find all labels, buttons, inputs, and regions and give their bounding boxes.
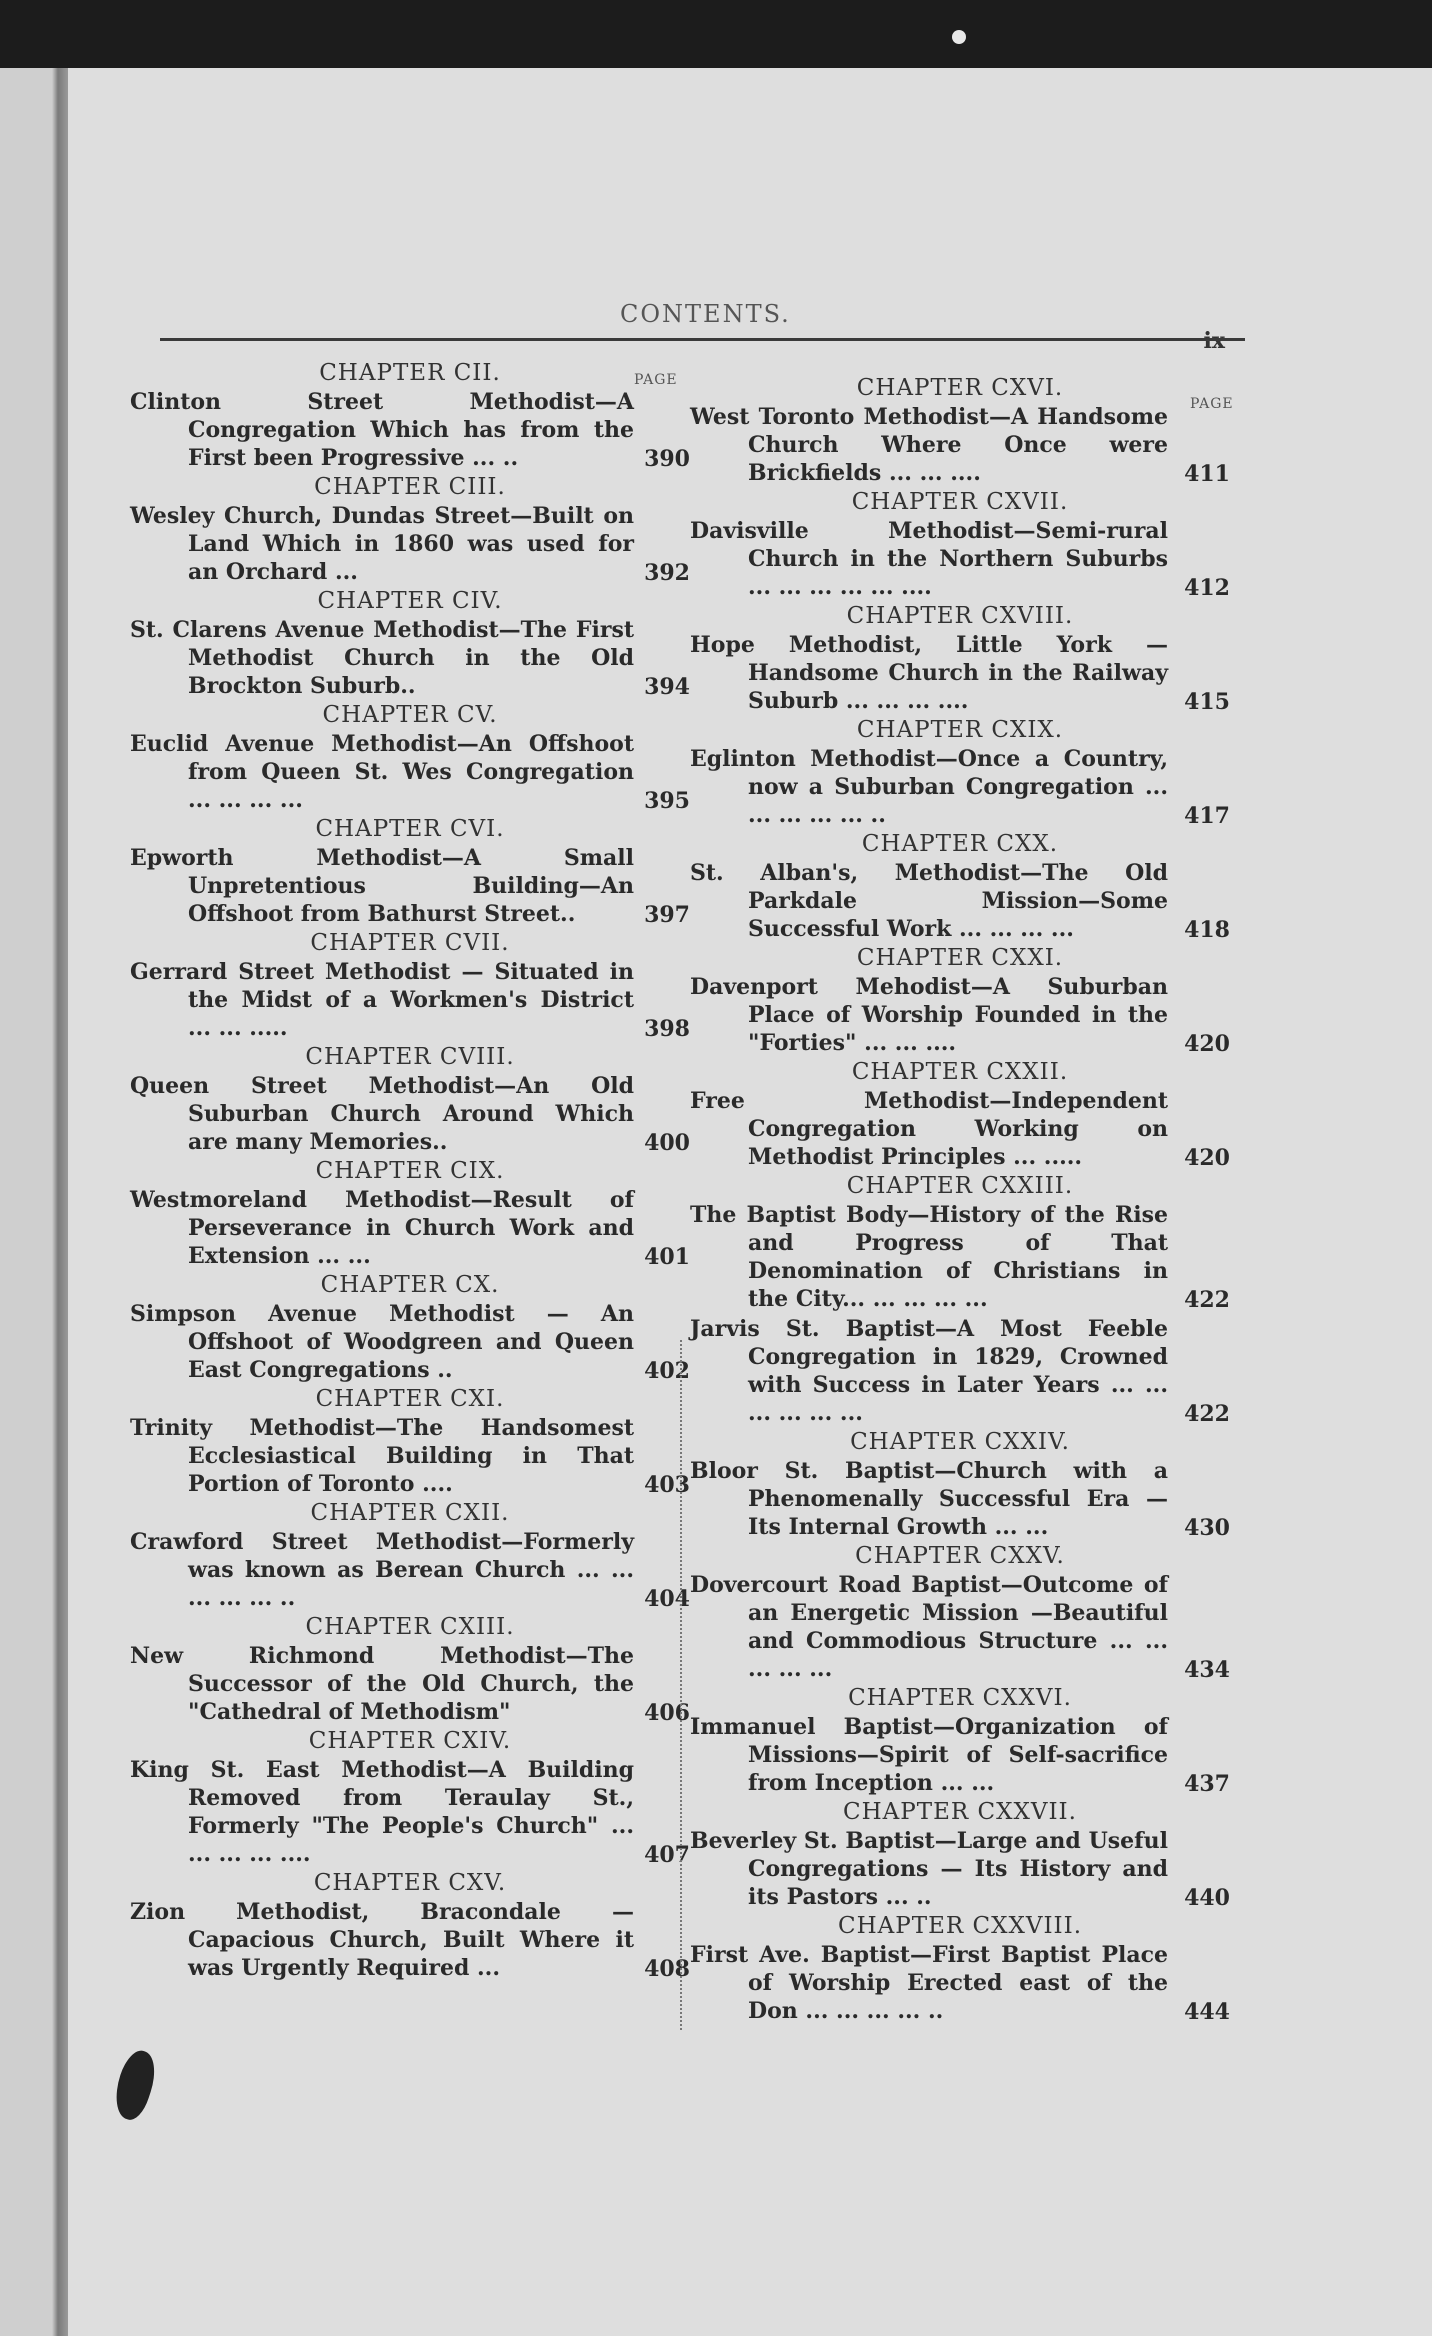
- toc-entry: [690, 1315, 1230, 1427]
- chapter-heading: CHAPTER CXIX.: [856, 717, 1064, 743]
- chapter-heading: CHAPTER CII.: [319, 360, 501, 386]
- toc-entry: [690, 1173, 1230, 1313]
- chapter-page-number: 394: [644, 674, 690, 700]
- chapter-title: Zion Methodist, Bracondale — Capacious Church, Built Where it was Urgently Required ...: [130, 1899, 634, 1981]
- chapter-page-number: 420: [1184, 1031, 1230, 1057]
- chapter-page-number: 420: [1184, 1145, 1230, 1171]
- chapter-heading: CHAPTER CXXIV.: [850, 1429, 1070, 1455]
- toc-entry: [690, 1543, 1230, 1683]
- chapter-heading: CHAPTER CXXIII.: [846, 1173, 1074, 1199]
- toc-entry: [690, 1059, 1230, 1171]
- toc-entry: [130, 1614, 690, 1726]
- toc-entry: [690, 1685, 1230, 1797]
- chapter-title: Trinity Methodist—The Handsomest Ecclesiastical Building in That Portion of Toronto ....: [130, 1415, 634, 1497]
- chapter-heading: CHAPTER CXI.: [315, 1386, 505, 1412]
- chapter-page-number: 404: [644, 1586, 690, 1612]
- chapter-page-number: 407: [644, 1842, 690, 1868]
- toc-entry: [130, 588, 690, 700]
- chapter-title: St. Clarens Avenue Methodist—The First Methodist Church in the Old Brockton Suburb..: [130, 617, 634, 699]
- toc-entry: [130, 1386, 690, 1498]
- chapter-page-number: 401: [644, 1244, 690, 1270]
- chapter-title: St. Alban's, Methodist—The Old Parkdale Mission—Some Successful Work ... ... ... ...: [690, 860, 1168, 942]
- toc-entry: [130, 816, 690, 928]
- chapter-heading: CHAPTER CXVIII.: [846, 603, 1074, 629]
- chapter-heading: CHAPTER CXXVIII.: [837, 1913, 1083, 1939]
- chapter-title: Dovercourt Road Baptist—Outcome of an Energetic Mission —Beautiful and Commodious Structure ... ... ... ... ...: [690, 1572, 1168, 1682]
- chapter-heading: CHAPTER CXII.: [310, 1500, 510, 1526]
- chapter-heading: CHAPTER CXXV.: [855, 1543, 1065, 1569]
- chapter-page-number: 400: [644, 1130, 690, 1156]
- chapter-heading: CHAPTER CVII.: [310, 930, 510, 956]
- chapter-title: Westmoreland Methodist—Result of Perseverance in Church Work and Extension ... ...: [130, 1187, 634, 1269]
- toc-entry: [130, 1870, 690, 1982]
- chapter-page-number: 395: [644, 788, 690, 814]
- chapter-title: Simpson Avenue Methodist — An Offshoot of Woodgreen and Queen East Congregations ..: [130, 1301, 634, 1383]
- chapter-heading: CHAPTER CX.: [320, 1272, 500, 1298]
- chapter-page-number: 390: [644, 446, 690, 472]
- header-rule: [160, 338, 1245, 341]
- chapter-title: Clinton Street Methodist—A Congregation Which has from the First been Progressive ... ..: [130, 389, 634, 471]
- toc-entry: [130, 702, 690, 814]
- chapter-page-number: 440: [1184, 1885, 1230, 1911]
- chapter-title: Jarvis St. Baptist—A Most Feeble Congregation in 1829, Crowned with Success in Later Years ... ... ... ... ... ...: [690, 1316, 1168, 1426]
- chapter-title: Immanuel Baptist—Organization of Missions—Spirit of Self-sacrifice from Inception ... ...: [690, 1714, 1168, 1796]
- chapter-title: King St. East Methodist—A Building Removed from Teraulay St., Formerly "The People's Church" ... ... ... ... ....: [130, 1757, 634, 1867]
- chapter-title: Davenport Mehodist—A Suburban Place of Worship Founded in the "Forties" ... ... ....: [690, 974, 1168, 1056]
- chapter-heading: CHAPTER CXIV.: [308, 1728, 512, 1754]
- chapter-page-number: 408: [644, 1956, 690, 1982]
- chapter-title: Epworth Methodist—A Small Unpretentious Building—An Offshoot from Bathurst Street..: [130, 845, 634, 927]
- running-title: CONTENTS.: [620, 300, 791, 328]
- book-gutter: [0, 68, 68, 2336]
- chapter-page-number: 418: [1184, 917, 1230, 943]
- chapter-title: The Baptist Body—History of the Rise and Progress of That Denomination of Christians in the City... ... ... ... ...: [690, 1202, 1168, 1312]
- toc-entry: [130, 1272, 690, 1384]
- toc-entry: [690, 375, 1230, 487]
- toc-entry: [690, 1799, 1230, 1911]
- toc-entry: [690, 945, 1230, 1057]
- toc-entry: [130, 1158, 690, 1270]
- chapter-page-number: 444: [1184, 1999, 1230, 2025]
- chapter-title: Davisville Methodist—Semi-rural Church in the Northern Suburbs ... ... ... ... ... ....: [690, 518, 1168, 600]
- chapter-heading: CHAPTER CXX.: [861, 831, 1059, 857]
- chapter-page-number: 422: [1184, 1287, 1230, 1313]
- chapter-heading: CHAPTER CXV.: [313, 1870, 507, 1896]
- chapter-title: Crawford Street Methodist—Formerly was known as Berean Church ... ... ... ... ... ..: [130, 1529, 634, 1611]
- chapter-title: Wesley Church, Dundas Street—Built on Land Which in 1860 was used for an Orchard ...: [130, 503, 634, 585]
- chapter-page-number: 434: [1184, 1657, 1230, 1683]
- chapter-heading: CHAPTER CVI.: [315, 816, 505, 842]
- chapter-heading: CHAPTER CIV.: [317, 588, 503, 614]
- chapter-heading: CHAPTER CXXI.: [856, 945, 1064, 971]
- chapter-title: Gerrard Street Methodist — Situated in the Midst of a Workmen's District ... ... .....: [130, 959, 634, 1041]
- page-number: ix: [1203, 328, 1225, 354]
- chapter-title: Hope Methodist, Little York — Handsome Church in the Railway Suburb ... ... ... ....: [690, 632, 1168, 714]
- chapter-heading: CHAPTER CV.: [322, 702, 498, 728]
- chapter-page-number: 406: [644, 1700, 690, 1726]
- chapter-page-number: 422: [1184, 1401, 1230, 1427]
- column-divider: [680, 1340, 684, 2030]
- toc-entry: [130, 930, 690, 1042]
- chapter-heading: CHAPTER CXXVI.: [848, 1685, 1072, 1711]
- toc-entry: [130, 474, 690, 586]
- chapter-title: Beverley St. Baptist—Large and Useful Congregations — Its History and its Pastors ... ..: [690, 1828, 1168, 1910]
- chapter-heading: CHAPTER CIX.: [315, 1158, 505, 1184]
- chapter-page-number: 415: [1184, 689, 1230, 715]
- chapter-heading: CHAPTER CXVII.: [851, 489, 1069, 515]
- chapter-title: First Ave. Baptist—First Baptist Place of Worship Erected east of the Don ... ... ... ... ..: [690, 1942, 1168, 2024]
- chapter-title: Free Methodist—Independent Congregation Working on Methodist Principles ... .....: [690, 1088, 1168, 1170]
- toc-entry: [690, 1429, 1230, 1541]
- toc-entry: [130, 1728, 690, 1868]
- contents-column-right: [690, 375, 1230, 2027]
- chapter-heading: CHAPTER CXVI.: [856, 375, 1064, 401]
- chapter-page-number: 397: [644, 902, 690, 928]
- contents-column-left: [130, 360, 690, 1984]
- chapter-title: Eglinton Methodist—Once a Country, now a Suburban Congregation ... ... ... ... ... ..: [690, 746, 1168, 828]
- chapter-heading: CHAPTER CXIII.: [305, 1614, 515, 1640]
- chapter-heading: CHAPTER CIII.: [314, 474, 506, 500]
- chapter-page-number: 402: [644, 1358, 690, 1384]
- toc-entry: [690, 603, 1230, 715]
- page-column-label-right: PAGE: [1190, 396, 1234, 412]
- chapter-page-number: 392: [644, 560, 690, 586]
- toc-entry: [690, 489, 1230, 601]
- toc-entry: [130, 1044, 690, 1156]
- chapter-title: Bloor St. Baptist—Church with a Phenomenally Successful Era —Its Internal Growth ... ...: [690, 1458, 1168, 1540]
- chapter-title: New Richmond Methodist—The Successor of the Old Church, the "Cathedral of Methodism": [130, 1643, 634, 1725]
- toc-entry: [690, 717, 1230, 829]
- chapter-page-number: 417: [1184, 803, 1230, 829]
- page-column-label-left: PAGE: [634, 372, 678, 388]
- chapter-page-number: 411: [1184, 461, 1230, 487]
- smudge-mark: [952, 30, 966, 44]
- chapter-page-number: 437: [1184, 1771, 1230, 1797]
- chapter-page-number: 398: [644, 1016, 690, 1042]
- chapter-title: West Toronto Methodist—A Handsome Church Where Once were Brickfields ... ... ....: [690, 404, 1168, 486]
- chapter-page-number: 412: [1184, 575, 1230, 601]
- toc-entry: [130, 1500, 690, 1612]
- toc-entry: [130, 360, 690, 472]
- chapter-page-number: 430: [1184, 1515, 1230, 1541]
- toc-entry: [690, 831, 1230, 943]
- chapter-heading: CHAPTER CXXVII.: [843, 1799, 1077, 1825]
- chapter-title: Euclid Avenue Methodist—An Offshoot from Queen St. Wes Congregation ... ... ... ...: [130, 731, 634, 813]
- chapter-page-number: 403: [644, 1472, 690, 1498]
- chapter-heading: CHAPTER CVIII.: [305, 1044, 515, 1070]
- toc-entry: [690, 1913, 1230, 2025]
- chapter-heading: CHAPTER CXXII.: [851, 1059, 1069, 1085]
- page-header: [160, 300, 1245, 360]
- chapter-title: Queen Street Methodist—An Old Suburban Church Around Which are many Memories..: [130, 1073, 634, 1155]
